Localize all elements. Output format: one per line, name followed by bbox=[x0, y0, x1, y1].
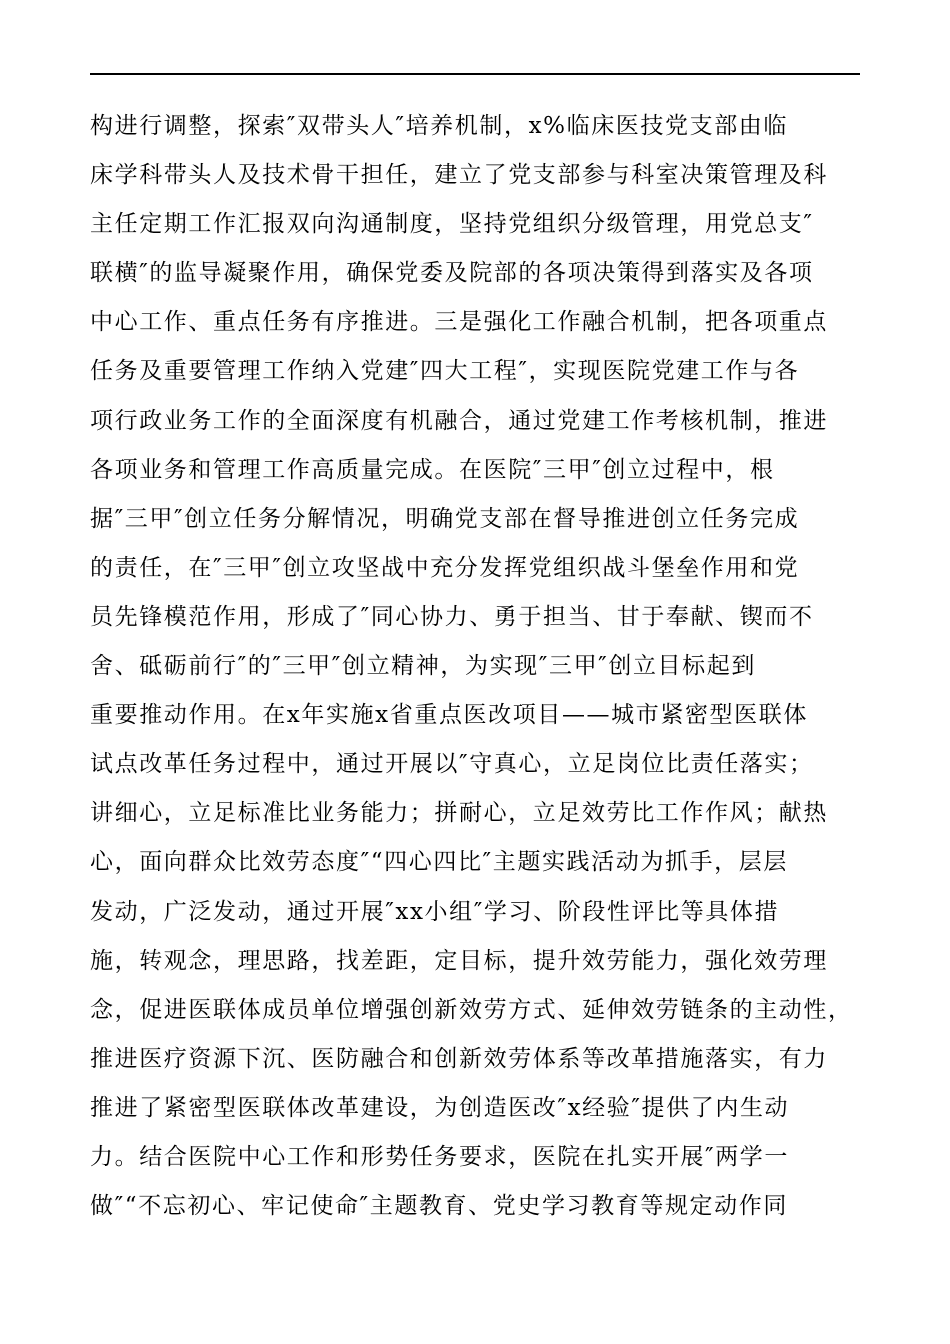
text-line: 重要推动作用。在x年实施x省重点医改项目——城市紧密型医联体 bbox=[90, 702, 808, 729]
text-line: 推进了紧密型医联体改革建设，为创造医改″x经验″提供了内生动 bbox=[90, 1094, 790, 1121]
text-line: 舍、砥砺前行″的″三甲″创立精神，为实现″三甲″创立目标起到 bbox=[90, 653, 756, 680]
text-line: 主任定期工作汇报双向沟通制度，坚持党组织分级管理，用党总支″ bbox=[90, 211, 814, 238]
text-line: 床学科带头人及技术骨干担任，建立了党支部参与科室决策管理及科 bbox=[90, 162, 828, 189]
text-line: 联横″的监导凝聚作用，确保党委及院部的各项决策得到落实及各项 bbox=[90, 260, 814, 287]
text-line: 力。结合医院中心工作和形势任务要求，医院在扎实开展″两学一 bbox=[90, 1143, 789, 1170]
text-line: 构进行调整，探索″双带头人″培养机制，x%临床医技党支部由临 bbox=[90, 113, 789, 139]
text-line: 项行政业务工作的全面深度有机融合，通过党建工作考核机制，推进 bbox=[90, 407, 828, 434]
text-line: 中心工作、重点任务有序推进。三是强化工作融合机制，把各项重点 bbox=[90, 309, 828, 336]
text-line: 任务及重要管理工作纳入党建″四大工程″，实现医院党建工作与各 bbox=[90, 358, 800, 385]
text-line: 讲细心，立足标准比业务能力；拼耐心，立足效劳比工作作风；献热 bbox=[90, 800, 828, 827]
header-rule bbox=[90, 73, 860, 75]
text-line: 做″“不忘初心、牢记使命″主题教育、党史学习教育等规定动作同 bbox=[90, 1193, 788, 1220]
text-line: 的责任，在″三甲″创立攻坚战中充分发挥党组织战斗堡垒作用和党 bbox=[90, 554, 800, 581]
text-line: 念，促进医联体成员单位增强创新效劳方式、延伸效劳链条的主动性， bbox=[90, 996, 853, 1023]
text-line: 员先锋模范作用，形成了″同心协力、勇于担当、甘于奉献、锲而不 bbox=[90, 603, 814, 630]
text-line: 发动，广泛发动，通过开展″xx小组″学习、阶段性评比等具体措 bbox=[90, 898, 780, 925]
text-line: 试点改革任务过程中，通过开展以″守真心，立足岗位比责任落实； bbox=[90, 751, 814, 778]
body-text bbox=[90, 102, 870, 1231]
text-line: 据″三甲″创立任务分解情况，明确党支部在督导推进创立任务完成 bbox=[90, 505, 800, 532]
text-line: 各项业务和管理工作高质量完成。在医院″三甲″创立过程中，根 bbox=[90, 456, 775, 483]
text-line: 施，转观念，理思路，找差距，定目标，提升效劳能力，强化效劳理 bbox=[90, 947, 828, 974]
text-line: 推进医疗资源下沉、医防融合和创新效劳体系等改革措施落实，有力 bbox=[90, 1045, 828, 1072]
text-line: 心，面向群众比效劳态度″“四心四比″主题实践活动为抓手，层层 bbox=[90, 849, 788, 876]
